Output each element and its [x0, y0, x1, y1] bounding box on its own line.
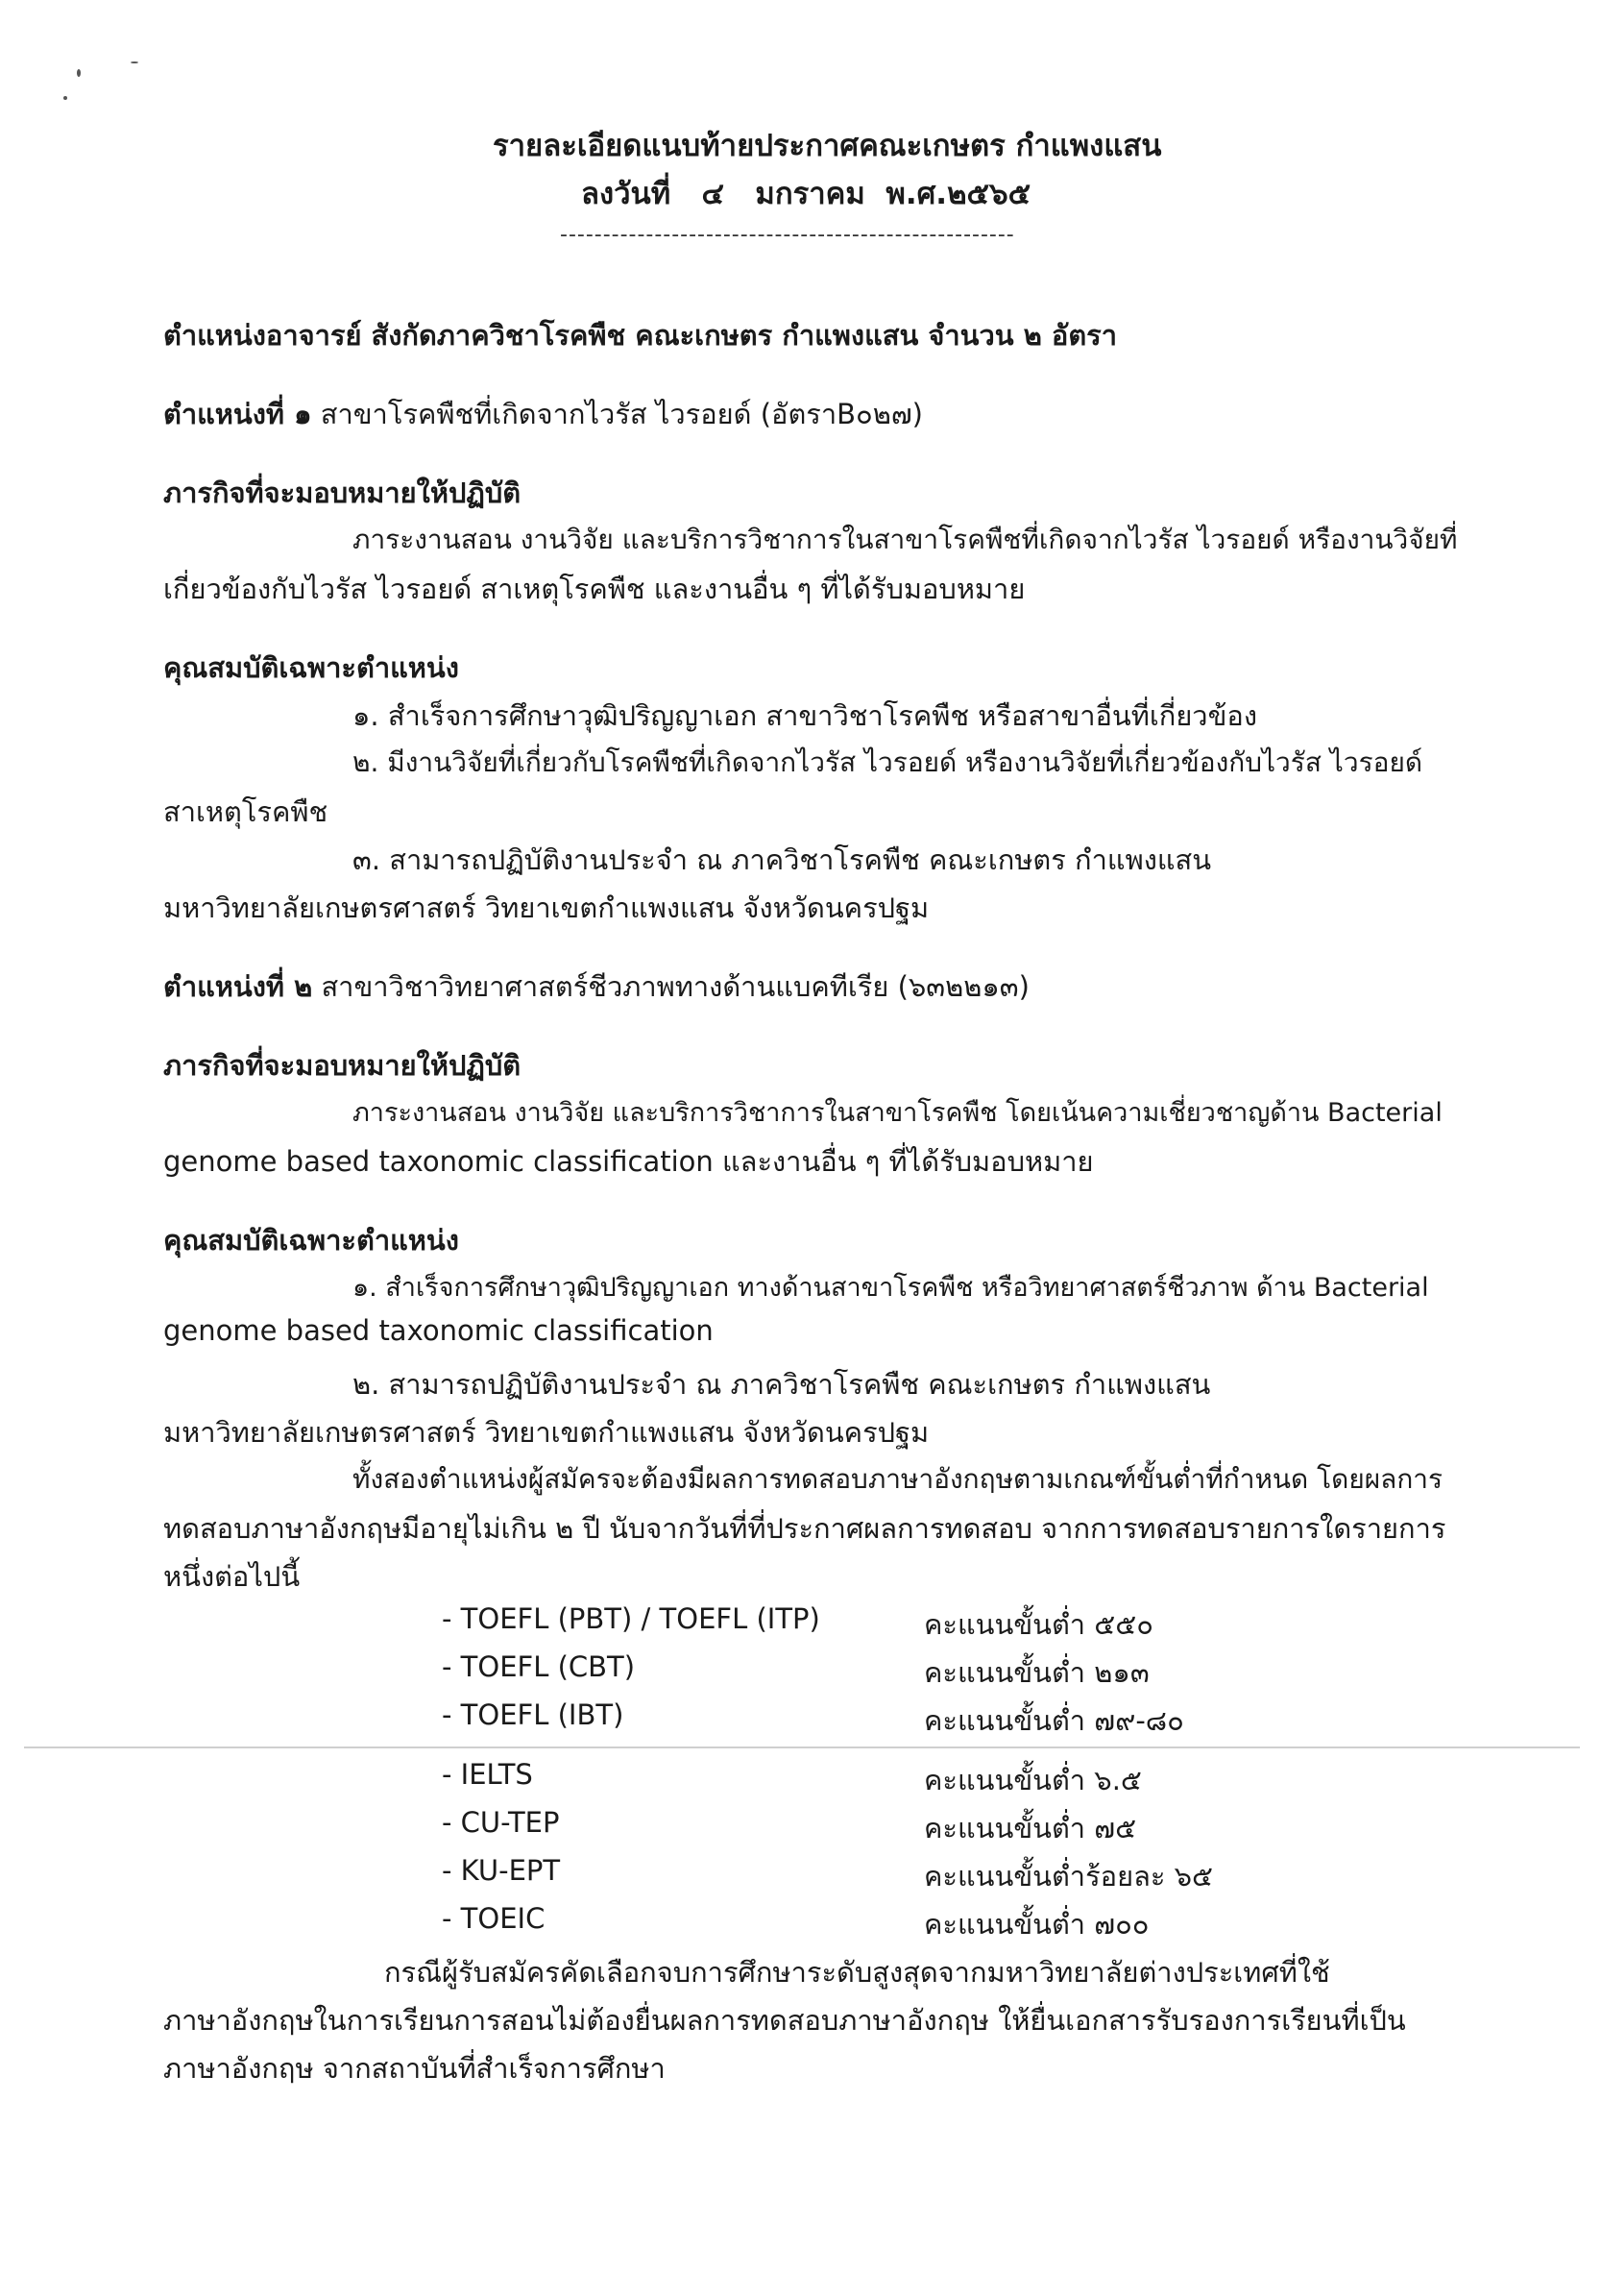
test-min-score: คะแนนขั้นต่ำ ๕๕๐	[924, 1608, 1153, 1641]
position1-qual2-line1: ๒. มีงานวิจัยที่เกี่ยวกับโรคพืชที่เกิดจากไวรัส ไวรอยด์ หรืองานวิจัยที่เกี่ยวข้องกับไวรัส ไวรอยด์	[352, 746, 1423, 778]
position2-label: ตำแหน่งที่ ๒	[163, 970, 313, 1003]
english-requirement-line1: ทั้งสองตำแหน่งผู้สมัครจะต้องมีผลการทดสอบภาษาอังกฤษตามเกณฑ์ขั้นต่ำที่กำหนด โดยผลการ	[352, 1463, 1443, 1495]
foreign-grad-line3: ภาษาอังกฤษ จากสถาบันที่สำเร็จการศึกษา	[163, 2052, 666, 2085]
position2-duties-line1: ภาระงานสอน งานวิจัย และบริการวิชาการในสาขาโรคพืช โดยเน้นความเชี่ยวชาญด้าน Bacterial	[352, 1098, 1443, 1128]
scan-speck	[131, 61, 138, 63]
position2-qual2-line2: มหาวิทยาลัยเกษตรศาสตร์ วิทยาเขตกำแพงแสน จังหวัดนครปฐม	[163, 1416, 930, 1449]
test-name: - TOEIC	[442, 1902, 546, 1935]
position1-qual2-line2: สาเหตุโรคพืช	[163, 795, 328, 828]
english-requirement-line3: หนึ่งต่อไปนี้	[163, 1560, 301, 1593]
test-min-score: คะแนนขั้นต่ำ ๖.๕	[924, 1764, 1142, 1796]
document-date: ลงวันที่ ๔ มกราคม พ.ศ.๒๕๖๕	[581, 177, 1031, 211]
scan-artifact-line	[24, 1746, 1580, 1748]
position2-title: สาขาวิชาวิทยาศาสตร์ชีวภาพทางด้านแบคทีเรีย (๖๓๒๒๑๓)	[312, 970, 1030, 1003]
test-name: - TOEFL (IBT)	[442, 1698, 624, 1731]
position2-duties-line2: genome based taxonomic classification และงานอื่น ๆ ที่ได้รับมอบหมาย	[163, 1145, 1094, 1178]
test-name: - CU-TEP	[442, 1806, 560, 1839]
position1-heading	[163, 392, 923, 436]
test-name: - KU-EPT	[442, 1854, 561, 1887]
test-name: - TOEFL (CBT)	[442, 1650, 636, 1683]
test-min-score: คะแนนขั้นต่ำ ๗๐๐	[924, 1908, 1150, 1941]
position1-qual3-line1: ๓. สามารถปฏิบัติงานประจำ ณ ภาควิชาโรคพืช คณะเกษตร กำแพงแสน	[352, 843, 1212, 876]
test-min-score: คะแนนขั้นต่ำ ๗๕	[924, 1812, 1137, 1844]
positions-heading: ตำแหน่งอาจารย์ สังกัดภาควิชาโรคพืช คณะเกษตร กำแพงแสน จำนวน ๒ อัตรา	[163, 319, 1118, 352]
position1-label: ตำแหน่งที่ ๑	[163, 398, 312, 430]
foreign-grad-line1: กรณีผู้รับสมัครคัดเลือกจบการศึกษาระดับสูงสุดจากมหาวิทยาลัยต่างประเทศที่ใช้	[384, 1956, 1330, 1989]
position1-qual1: ๑. สำเร็จการศึกษาวุฒิปริญญาเอก สาขาวิชาโรคพืช หรือสาขาอื่นที่เกี่ยวข้อง	[352, 699, 1257, 732]
english-requirement-line2: ทดสอบภาษาอังกฤษมีอายุไม่เกิน ๒ ปี นับจากวันที่ที่ประกาศผลการทดสอบ จากการทดสอบรายการใดรายการ	[163, 1512, 1446, 1545]
position1-qualifications-heading: คุณสมบัติเฉพาะตำแหน่ง	[163, 651, 459, 684]
position1-title: สาขาโรคพืชที่เกิดจากไวรัส ไวรอยด์ (อัตราB๐๒๗)	[311, 398, 923, 430]
position2-qual2-line1: ๒. สามารถปฏิบัติงานประจำ ณ ภาควิชาโรคพืช คณะเกษตร กำแพงแสน	[352, 1368, 1211, 1401]
position1-qual3-line2: มหาวิทยาลัยเกษตรศาสตร์ วิทยาเขตกำแพงแสน จังหวัดนครปฐม	[163, 892, 930, 924]
header-divider: -----------------------------------------------------	[560, 223, 1015, 247]
position1-duties-line2: เกี่ยวข้องกับไวรัส ไวรอยด์ สาเหตุโรคพืช และงานอื่น ๆ ที่ได้รับมอบหมาย	[163, 573, 1026, 605]
position2-duties-heading: ภารกิจที่จะมอบหมายให้ปฏิบัติ	[163, 1049, 522, 1082]
test-min-score: คะแนนขั้นต่ำร้อยละ ๖๕	[924, 1860, 1213, 1893]
test-name: - IELTS	[442, 1758, 533, 1791]
position2-qual1-line1: ๑. สำเร็จการศึกษาวุฒิปริญญาเอก ทางด้านสาขาโรคพืช หรือวิทยาศาสตร์ชีวภาพ ด้าน Bacterial	[352, 1273, 1429, 1303]
test-min-score: คะแนนขั้นต่ำ ๒๑๓	[924, 1656, 1150, 1689]
foreign-grad-line2: ภาษาอังกฤษในการเรียนการสอนไม่ต้องยื่นผลการทดสอบภาษาอังกฤษ ให้ยื่นเอกสารรับรองการเรียนที่เป็น	[163, 2004, 1406, 2037]
test-name: - TOEFL (PBT) / TOEFL (ITP)	[442, 1602, 820, 1635]
position2-heading	[163, 965, 1030, 1009]
position1-duties-heading: ภารกิจที่จะมอบหมายให้ปฏิบัติ	[163, 476, 522, 509]
position1-duties-line1: ภาระงานสอน งานวิจัย และบริการวิชาการในสาขาโรคพืชที่เกิดจากไวรัส ไวรอยด์ หรืองานวิจัยที่	[352, 524, 1458, 555]
test-min-score: คะแนนขั้นต่ำ ๗๙-๘๐	[924, 1704, 1184, 1737]
scan-speck	[77, 69, 81, 77]
position2-qual1-line2: genome based taxonomic classification	[163, 1314, 714, 1347]
scan-speck	[63, 96, 67, 100]
position2-qualifications-heading: คุณสมบัติเฉพาะตำแหน่ง	[163, 1224, 459, 1257]
document-title: รายละเอียดแนบท้ายประกาศคณะเกษตร กำแพงแสน	[493, 129, 1162, 163]
